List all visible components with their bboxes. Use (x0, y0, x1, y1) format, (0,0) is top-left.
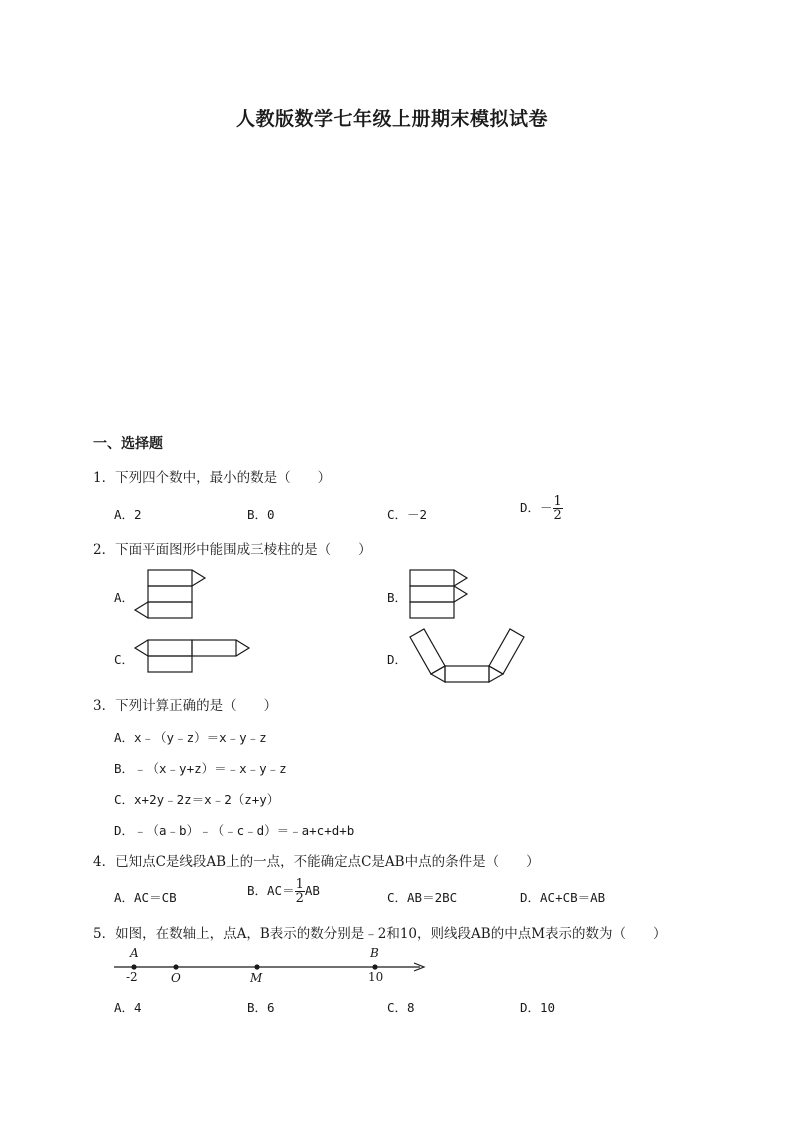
q1-option-d-prefix: D．－ (520, 500, 553, 515)
q3-option-b: B．﹣（x﹣y+z）＝﹣x﹣y﹣z (114, 761, 287, 776)
question-1-stem: 1．下列四个数中，最小的数是（ ） (93, 470, 332, 486)
q1-fraction-numerator: 1 (553, 494, 562, 509)
q1-fraction-denominator: 2 (553, 508, 562, 523)
q2-option-d: D． (387, 652, 408, 667)
q5-option-c: C．8 (387, 1000, 415, 1015)
point-o-dot (173, 964, 178, 969)
section-heading: 一、选择题 (93, 436, 163, 452)
q5-option-b: B．6 (247, 1000, 275, 1015)
point-a-dot (131, 964, 136, 969)
tick-label-a: -2 (126, 970, 138, 984)
point-b-dot (372, 964, 377, 969)
q4-option-b-prefix: B．AC＝ (247, 883, 295, 898)
point-a-label: A (130, 946, 139, 960)
point-m-label: M (250, 971, 263, 985)
q5-option-d: D．10 (520, 1000, 556, 1015)
q4-option-a: A．AC＝CB (114, 890, 177, 905)
q2-option-a: A． (114, 590, 135, 605)
question-2-stem: 2．下面平面图形中能围成三棱柱的是（ ） (93, 542, 372, 558)
q3-option-c: C．x+2y﹣2z＝x﹣2（z+y） (114, 792, 280, 807)
q4-option-c: C．AB＝2BC (387, 890, 458, 905)
q3-option-a: A．x﹣（y﹣z）＝x﹣y﹣z (114, 730, 267, 745)
q4-fraction-denominator: 2 (295, 891, 304, 906)
point-b-label: B (370, 946, 379, 960)
q4-option-b-suffix: AB (304, 883, 320, 898)
q4-option-d: D．AC+CB＝AB (520, 890, 606, 905)
q1-option-a: A．2 (114, 507, 142, 522)
question-5-stem: 5．如图，在数轴上，点A，B表示的数分别是﹣2和10，则线段AB的中点M表示的数为（ ） (93, 926, 667, 942)
q4-fraction-numerator: 1 (295, 877, 304, 892)
page-title: 人教版数学七年级上册期末模拟试卷 (236, 108, 549, 130)
point-m-dot (254, 964, 259, 969)
tick-label-b: 10 (368, 970, 384, 984)
q3-option-d: D．﹣（a﹣b）﹣（﹣c﹣d）＝﹣a+c+d+b (114, 823, 355, 838)
q2-option-b: B． (387, 590, 408, 605)
q2-option-c: C． (114, 652, 135, 667)
point-o-label: O (171, 971, 181, 985)
question-4-stem: 4．已知点C是线段AB上的一点，不能确定点C是AB中点的条件是（ ） (93, 854, 540, 870)
question-3-stem: 3．下列计算正确的是（ ） (93, 698, 278, 714)
q5-option-a: A．4 (114, 1000, 142, 1015)
q1-option-b: B．0 (247, 507, 275, 522)
q1-option-c: C．－2 (387, 507, 428, 522)
